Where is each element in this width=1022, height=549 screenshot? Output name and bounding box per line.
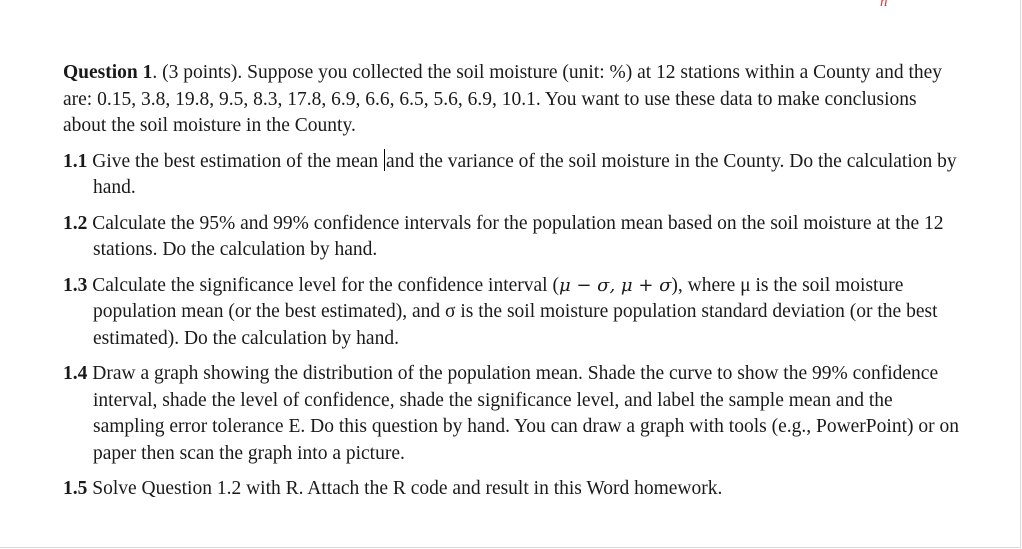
- part-1-5: [63, 476, 963, 503]
- part-text: Draw a graph showing the distribution of the population mean. Shade the curve to show the 99% confidence interval, shade the level of confidence, shade the significance level, and label the sample mean and the sampling error tolerance E. Do this question by hand. You can draw a graph with tools (e.g., PowerPoint) or on paper then scan the graph into a picture.: [92, 363, 959, 464]
- text-cursor: [384, 149, 385, 171]
- corner-mark: n: [880, 0, 888, 10]
- part-1-1: [63, 149, 963, 202]
- part-text: Calculate the 95% and 99% confidence intervals for the population mean based on the soil moisture at the 12 stations. Do the calculation by hand.: [92, 212, 944, 260]
- question-number: Question 1: [63, 62, 153, 83]
- part-text: Give the best estimation of the mean: [92, 150, 384, 172]
- interval-math: μ − σ, μ + σ: [558, 274, 672, 296]
- part-number: 1.2: [63, 212, 88, 234]
- part-1-2: [63, 211, 963, 264]
- question-intro: [63, 60, 963, 140]
- part-1-4: [63, 361, 963, 467]
- part-1-3: [63, 273, 963, 353]
- part-text: Calculate the significance level for the confidence interval (: [92, 274, 559, 296]
- part-text: Solve Question 1.2 with R. Attach the R code and result in this Word homework.: [92, 478, 723, 499]
- question-intro-text: . (3 points). Suppose you collected the soil moisture (unit: %) at 12 stations within a County and they are: 0.15, 3.8, 19.8, 9.5, 8.3, 17.8, 6.9, 6.6, 6.5, 5.6, 6.9, 10.1. You want to use these data to make conclusions about the soil moisture in the County.: [63, 62, 943, 136]
- part-text-continued: and the variance of the soil moisture in the County. Do the calculation by hand.: [93, 150, 957, 198]
- part-number: 1.3: [63, 274, 88, 296]
- part-text-continued: ), where μ is the soil moisture population mean (or the best estimated), and σ is the soil moisture population standard deviation (or the best estimated). Do the calculation by hand.: [93, 274, 938, 349]
- part-number: 1.1: [63, 150, 88, 172]
- question-block: [63, 60, 963, 503]
- part-number: 1.5: [63, 478, 88, 499]
- part-number: 1.4: [63, 363, 88, 384]
